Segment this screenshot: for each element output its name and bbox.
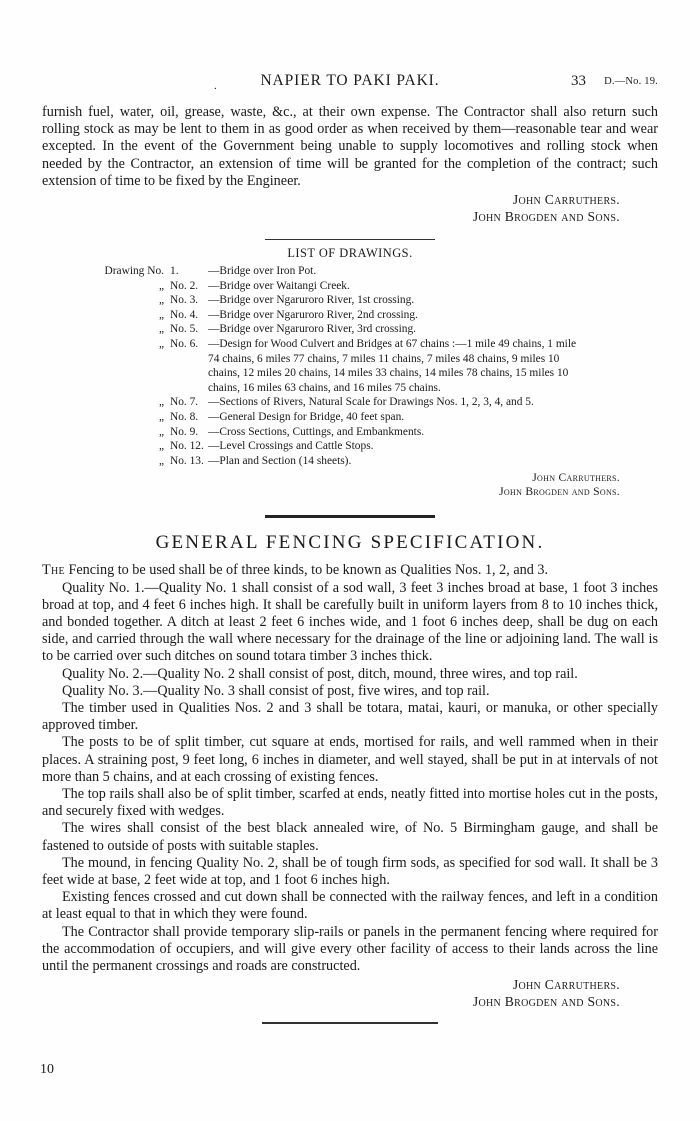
divider-rule [265, 239, 435, 240]
list-item [78, 294, 576, 309]
drawing-text: —Design for Wood Culvert and Bridges at 67 chains :—1 mile 49 chains, 1 mile [208, 337, 577, 350]
list-item-continuation [78, 367, 576, 382]
signature-carruthers: John Carruthers. [512, 977, 620, 993]
drawing-lead: „ [158, 454, 164, 467]
drawing-lead: „ [158, 294, 164, 307]
drawing-text: —Bridge over Ngaruroro River, 3rd crossing. [208, 323, 417, 336]
fencing-signatures [42, 977, 658, 1010]
page-content [42, 72, 658, 1024]
list-item [78, 440, 576, 455]
list-item-continuation [78, 382, 576, 397]
drawing-lead: Drawing No. [104, 265, 164, 278]
running-title: NAPIER TO PAKI PAKI. [260, 72, 440, 89]
list-item [78, 280, 576, 295]
fencing-paragraph-9: Existing fences crossed and cut down shall be connected with the railway fences, and left in a condition at least equal to that in which they were found. [42, 889, 658, 923]
list-item-continuation [78, 353, 576, 368]
drawing-number: No. 3. [170, 294, 199, 307]
signature-carruthers: John Carruthers. [512, 192, 620, 208]
drawing-continuation-1: 74 chains, 6 miles 77 chains, 7 miles 11 chains, 7 miles 48 chains, 9 miles 10 [208, 352, 560, 365]
document-number: D.—No. 19. [604, 76, 658, 87]
list-item [78, 323, 576, 338]
fencing-paragraph-1: Quality No. 1.—Quality No. 1 shall consist of a sod wall, 3 feet 3 inches broad at base, 1 foot 3 inches broad at top, and 4 feet 6 inches high. It shall be carefully built in uniform layers from 8 to 10 inches thick, and bonded together. A ditch at least 2 feet 6 inches wide, and 1 foot 6 inches deep, shall be dug on each side, and carried through the wall where necessary for the drainage of the line or adjoining land. The wall is to be carried over such ditches on sound totara timber 3 inches thick. [42, 579, 658, 665]
drawing-continuation-3: chains, 16 miles 63 chains, and 16 miles 75 chains. [208, 381, 441, 394]
drawing-number: No. 7. [170, 396, 199, 409]
fencing-paragraph-10: The Contractor shall provide temporary slip-rails or panels in the permanent fencing where required for the accommodation of occupiers, and will give every other facility of access to their lands across the line until the permanent crossings and roads are constructed. [42, 923, 658, 974]
intro-paragraph: furnish fuel, water, oil, grease, waste, &c., at their own expense. The Contractor shall also return such rolling stock as may be lent to them in as good order as when received by them—reasonable tear and wear excepted. In the event of the Government being unable to supply locomotives and rolling stock when needed by the Contractor, an extension of time will be granted for the completion of the contract; such extension of time to be fixed by the Engineer. [42, 104, 658, 189]
drawing-text: —Cross Sections, Cuttings, and Embankments. [208, 425, 425, 438]
drawing-number: No. 2. [170, 279, 199, 292]
page-header [42, 72, 658, 94]
drawing-number: No. 6. [170, 337, 199, 350]
drawing-text: —Plan and Section (14 sheets). [208, 454, 352, 467]
drawing-text: —Bridge over Waitangi Creek. [208, 279, 350, 292]
drawing-lead: „ [158, 410, 164, 423]
list-item [78, 411, 576, 426]
list-item [78, 455, 576, 470]
drawings-list-title: LIST OF DRAWINGS. [287, 246, 413, 261]
drawing-lead: „ [158, 425, 164, 438]
drawing-text: —Bridge over Ngaruroro River, 2nd crossing. [208, 308, 418, 321]
fencing-paragraph-2: Quality No. 2.—Quality No. 2 shall consist of post, ditch, mound, three wires, and top rail. [62, 665, 578, 682]
fencing-lead-word: The [42, 562, 65, 579]
signature-carruthers: John Carruthers. [532, 471, 620, 485]
list-item [78, 309, 576, 324]
drawing-text: —Bridge over Ngaruroro River, 1st crossing. [208, 294, 415, 307]
fencing-paragraph-5: The posts to be of split timber, cut square at ends, mortised for rails, and well rammed when in their places. A straining post, 9 feet long, 6 inches in diameter, and well stayed, shall be put in at intervals of not more than 5 chains, and at each crossing of existing fences. [42, 734, 658, 785]
list-item [78, 396, 576, 411]
drawing-lead: „ [158, 440, 164, 453]
drawing-number: No. 12. [170, 440, 204, 453]
folio-number: 10 [40, 1062, 54, 1077]
list-item [78, 265, 576, 280]
drawings-list [78, 265, 576, 469]
drawing-lead: „ [158, 323, 164, 336]
drawing-lead: „ [158, 279, 164, 292]
drawing-number: No. 5. [170, 323, 199, 336]
fencing-lead-rest: Fencing to be used shall be of three kinds, to be known as Qualities Nos. 1, 2, and 3. [64, 562, 548, 579]
drawing-lead: „ [158, 308, 164, 321]
intro-signatures [42, 192, 658, 225]
fencing-paragraph-3: Quality No. 3.—Quality No. 3 shall consist of post, five wires, and top rail. [62, 682, 490, 699]
drawing-number: No. 13. [170, 454, 204, 467]
page-number: 33 [571, 73, 586, 89]
drawings-signatures [42, 471, 658, 499]
drawing-lead: „ [158, 337, 164, 350]
drawing-number: No. 4. [170, 308, 199, 321]
signature-brogden: John Brogden and Sons. [472, 208, 620, 224]
drawing-lead: „ [158, 396, 164, 409]
fencing-paragraph-6: The top rails shall also be of split timber, scarfed at ends, neatly fitted into mortise holes cut in the posts, and securely fixed with wedges. [42, 785, 658, 820]
signature-brogden: John Brogden and Sons. [499, 485, 620, 499]
list-item [78, 338, 576, 353]
signature-brogden: John Brogden and Sons. [472, 993, 620, 1009]
page-title: GENERAL FENCING SPECIFICATION. [155, 532, 545, 554]
drawing-number: 1. [170, 265, 179, 278]
fencing-paragraph-8: The mound, in fencing Quality No. 2, shall be of tough firm sods, as specified for sod wall. It shall be 3 feet wide at base, 2 feet wide at top, and 1 foot 6 inches high. [42, 854, 658, 888]
list-item [78, 426, 576, 441]
bottom-rule [262, 1022, 438, 1024]
drawing-number: No. 9. [170, 425, 199, 438]
drawing-text: —Level Crossings and Cattle Stops. [208, 440, 374, 453]
header-ornament: . [214, 80, 217, 92]
drawing-text: —Bridge over Iron Pot. [208, 265, 317, 278]
drawing-text: —Sections of Rivers, Natural Scale for Drawings Nos. 1, 2, 3, 4, and 5. [208, 396, 534, 409]
drawing-number: No. 8. [170, 410, 199, 423]
fencing-paragraph-7: The wires shall consist of the best black annealed wire, of No. 5 Birmingham gauge, and shall be fastened to outside of posts with suitable staples. [42, 820, 658, 854]
drawing-text: —General Design for Bridge, 40 feet span. [208, 410, 405, 423]
section-divider-rule [265, 515, 435, 518]
drawing-continuation-2: chains, 12 miles 20 chains, 14 miles 33 chains, 14 miles 78 chains, 15 miles 10 [208, 367, 569, 380]
fencing-lead-paragraph [42, 562, 658, 579]
fencing-paragraph-4: The timber used in Qualities Nos. 2 and 3 shall be totara, matai, kauri, or manuka, or other specially approved timber. [42, 699, 658, 734]
